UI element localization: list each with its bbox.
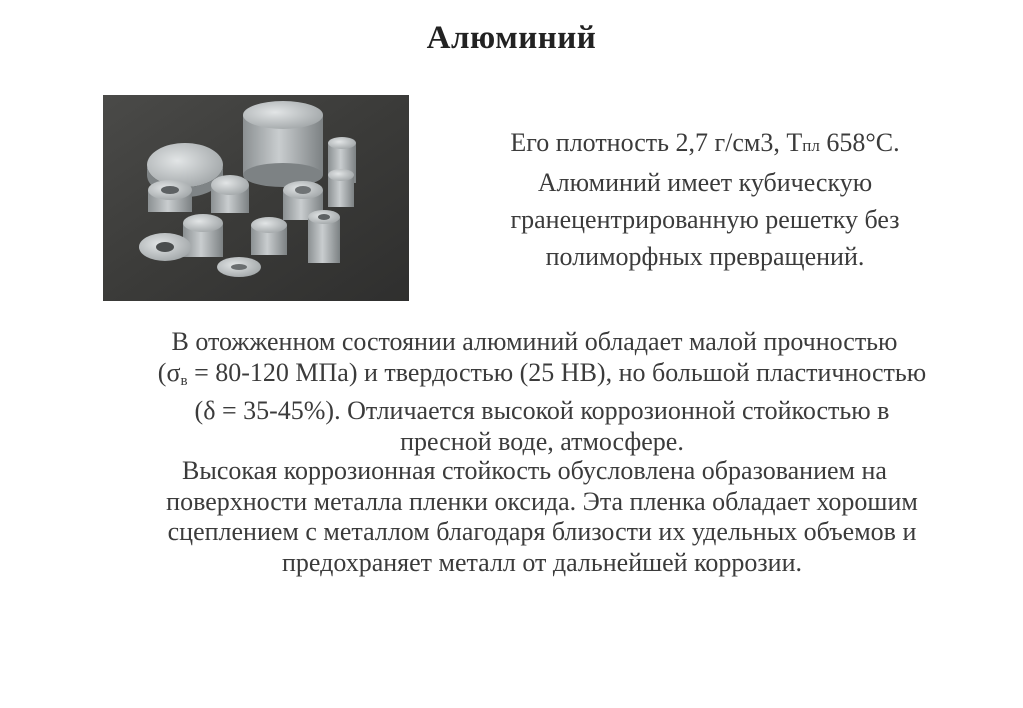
paragraph-strength <box>92 327 977 457</box>
intro-line-4: полиморфных превращений. <box>545 242 865 271</box>
intro-line-3: гранецентрированную решетку без <box>510 205 900 234</box>
intro-line-2: Алюминий имеет кубическую <box>537 168 873 197</box>
paragraph-corrosion-body: поверхности металла пленки оксида. Эта пленка обладает хорошим сцеплением с металлом благодаря близости их удельных объемов и предохраняет металл от дальнейшей коррозии. <box>166 486 918 577</box>
intro-line-1: Его плотность 2,7 г/см3, Тпл 658°С. <box>510 128 900 157</box>
paragraph-strength-first-line: В отожженном состоянии алюминий обладает малой прочностью <box>171 327 898 356</box>
paragraph-corrosion <box>92 456 977 578</box>
paragraph-corrosion-first-line: Высокая коррозионная стойкость обусловлена образованием на <box>182 456 887 485</box>
slide-title: Алюминий <box>426 20 597 56</box>
aluminium-samples-photo <box>103 95 409 301</box>
paragraph-strength-body: ($\sigma_в = 80-120$ МПа) и твердостью (25 НВ), но большой пластичностью (δ = 35-45%). Отличается высокой коррозионной стойкостью в пресной воде, атмосфере. <box>157 357 927 456</box>
intro-text <box>440 124 970 275</box>
